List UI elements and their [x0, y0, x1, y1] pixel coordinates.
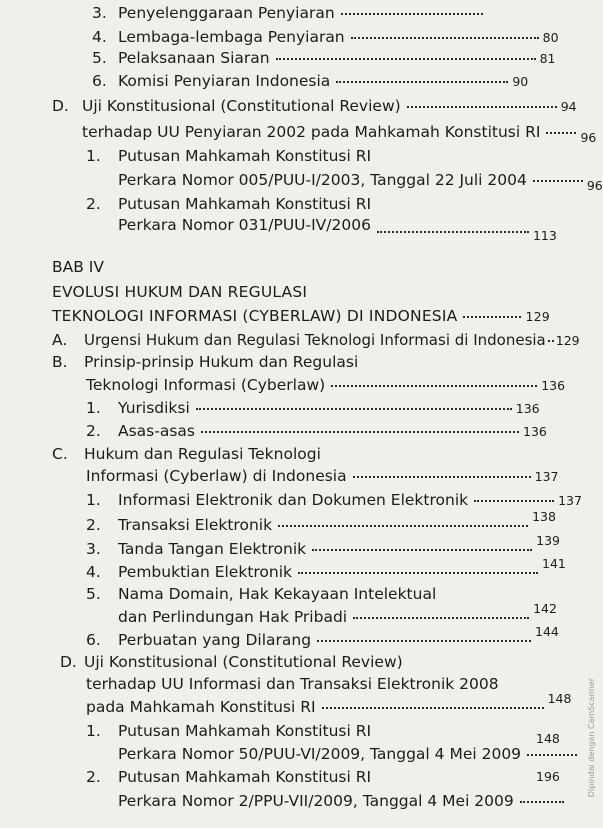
toc-number: D. [52, 97, 69, 115]
toc-label: Tanda Tangan Elektronik [118, 540, 307, 558]
toc-number: 1. [86, 722, 101, 740]
toc-number: 2. [86, 195, 101, 213]
toc-entry [86, 584, 436, 604]
toc-label: Nama Domain, Hak Kekayaan Intelektual [118, 585, 437, 603]
toc-continuation [82, 122, 596, 143]
toc-label: Perkara Nomor 005/PUU-I/2003, Tanggal 22 Juli 2004 [118, 171, 527, 189]
leader-dots [336, 81, 508, 83]
toc-page: 129 [525, 309, 550, 324]
toc-label: Pelaksanaan Siaran [118, 49, 270, 67]
scanner-watermark: Dipindai dengan CamScanner [587, 678, 596, 798]
toc-label: Transaksi Elektronik [118, 516, 273, 534]
toc-continuation [118, 215, 557, 243]
toc-entry [86, 556, 566, 583]
toc-section [52, 352, 358, 372]
toc-entry [86, 398, 540, 419]
toc-continuation [118, 170, 603, 191]
toc-page: 148 [536, 731, 560, 746]
toc-section [60, 652, 403, 672]
toc-number: 5. [92, 49, 107, 67]
toc-label: Putusan Mahkamah Konstitusi RI [118, 147, 372, 165]
toc-number: 3. [92, 4, 107, 22]
toc-number: A. [52, 331, 68, 349]
leader-dots [298, 572, 538, 574]
leader-dots [353, 617, 529, 619]
toc-label: Teknologi Informasi (Cyberlaw) [86, 376, 326, 394]
toc-continuation [86, 375, 565, 396]
leader-dots [533, 180, 583, 182]
toc-page: 136 [515, 401, 540, 416]
toc-label: Asas-asas [118, 422, 195, 440]
toc-entry [92, 27, 559, 48]
leader-dots [353, 476, 531, 478]
toc-entry [86, 533, 560, 560]
toc-continuation [118, 744, 581, 764]
toc-label: Putusan Mahkamah Konstitusi RI [118, 768, 372, 786]
leader-dots [331, 385, 537, 387]
toc-number: 2. [86, 516, 101, 534]
toc-number: 6. [86, 631, 101, 649]
toc-continuation [118, 791, 568, 811]
leader-dots [377, 231, 529, 233]
toc-number: 4. [92, 28, 107, 46]
toc-label: Hukum dan Regulasi Teknologi [84, 445, 321, 463]
toc-label: terhadap UU Informasi dan Transaksi Elektronik 2008 [86, 675, 499, 693]
toc-label: TEKNOLOGI INFORMASI (CYBERLAW) DI INDONESIA [52, 307, 458, 325]
leader-dots [351, 37, 539, 39]
toc-label: Komisi Penyiaran Indonesia [118, 72, 331, 90]
leader-dots [312, 549, 532, 551]
toc-number: 2. [86, 768, 101, 786]
toc-page: 136 [541, 378, 566, 393]
toc-page: 96 [580, 130, 597, 145]
leader-dots [278, 525, 528, 527]
leader-dots [322, 707, 544, 709]
leader-dots [201, 431, 519, 433]
toc-entry [86, 624, 559, 651]
toc-label: Perbuatan yang Dilarang [118, 631, 312, 649]
toc-page: 141 [542, 556, 566, 571]
toc-number: 1. [86, 147, 101, 165]
toc-label: Perkara Nomor 031/PUU-IV/2006 [118, 216, 371, 234]
toc-entry [86, 421, 547, 442]
toc-number: 2. [86, 422, 101, 440]
toc-page: 148 [547, 691, 572, 706]
toc-page: 80 [542, 30, 559, 45]
toc-page: 139 [536, 533, 560, 548]
toc-page: 94 [560, 99, 577, 114]
toc-label: Uji Konstitusional (Constitutional Review) [84, 653, 403, 671]
toc-page: 137 [534, 469, 559, 484]
toc-label: Prinsip-prinsip Hukum dan Regulasi [84, 353, 359, 371]
toc-section [52, 444, 321, 464]
toc-number: 4. [86, 563, 101, 581]
leader-dots [546, 132, 576, 134]
leader-dots [463, 316, 521, 318]
toc-label: Perkara Nomor 50/PUU-VI/2009, Tanggal 4 Mei 2009 [118, 745, 522, 763]
toc-label: Informasi Elektronik dan Dokumen Elektronik [118, 491, 469, 509]
toc-section [52, 330, 580, 351]
toc-page: 129 [555, 333, 580, 348]
toc-label: Perkara Nomor 2/PPU-VII/2009, Tanggal 4 Mei 2009 [118, 792, 514, 810]
toc-label: Penyelenggaraan Penyiaran [118, 4, 335, 22]
toc-number: C. [52, 445, 68, 463]
leader-dots [276, 58, 536, 60]
toc-continuation [118, 601, 557, 628]
leader-dots [520, 801, 564, 803]
toc-page: 144 [535, 624, 559, 639]
toc-label: Informasi (Cyberlaw) di Indonesia [86, 467, 347, 485]
toc-section [52, 96, 577, 117]
toc-page: 81 [539, 51, 556, 66]
toc-entry [86, 146, 371, 166]
leader-dots [548, 340, 554, 342]
toc-number: D. [60, 653, 77, 671]
toc-entry [92, 3, 487, 23]
toc-label: Putusan Mahkamah Konstitusi RI [118, 722, 372, 740]
toc-label: Lembaga-lembaga Penyiaran [118, 28, 345, 46]
toc-label: BAB IV [52, 258, 104, 276]
toc-label: Urgensi Hukum dan Regulasi Teknologi Informasi di Indonesia [84, 331, 546, 349]
toc-page: 90 [512, 74, 529, 89]
toc-label: EVOLUSI HUKUM DAN REGULASI [52, 283, 308, 301]
leader-dots [341, 13, 483, 15]
leader-dots [196, 408, 512, 410]
toc-label: Uji Konstitusional (Constitutional Review) [82, 97, 401, 115]
toc-entry [86, 509, 556, 536]
leader-dots [527, 754, 577, 756]
toc-label: pada Mahkamah Konstitusi RI [86, 698, 316, 716]
toc-page: 137 [558, 493, 582, 508]
toc-page: 142 [533, 601, 557, 616]
toc-label: Putusan Mahkamah Konstitusi RI [118, 195, 372, 213]
toc-continuation [86, 674, 499, 694]
chapter-label [52, 257, 104, 277]
toc-entry [86, 194, 371, 214]
leader-dots [474, 500, 554, 502]
toc-entry [92, 71, 528, 92]
toc-entry [86, 767, 560, 787]
toc-page: 138 [532, 509, 556, 524]
toc-number: B. [52, 353, 68, 371]
leader-dots [407, 106, 557, 108]
toc-entry [92, 48, 556, 69]
toc-entry [86, 490, 582, 511]
toc-page: 96 [586, 178, 603, 193]
toc-entry [86, 721, 560, 746]
toc-page: 113 [532, 228, 557, 243]
toc-number: 3. [86, 540, 101, 558]
leader-dots [317, 640, 531, 642]
toc-number: 1. [86, 399, 101, 417]
chapter-title [52, 282, 307, 302]
toc-page: 196 [536, 769, 560, 784]
toc-continuation [86, 691, 572, 718]
toc-label: Pembuktian Elektronik [118, 563, 293, 581]
toc-number: 1. [86, 491, 101, 509]
toc-continuation [86, 466, 558, 487]
toc-number: 6. [92, 72, 107, 90]
toc-page: 136 [523, 424, 547, 439]
chapter-title [52, 306, 550, 327]
toc-label: Yurisdiksi [118, 399, 190, 417]
toc-label: dan Perlindungan Hak Pribadi [118, 608, 348, 626]
toc-number: 5. [86, 585, 101, 603]
toc-label: terhadap UU Penyiaran 2002 pada Mahkamah Konstitusi RI [82, 123, 541, 141]
